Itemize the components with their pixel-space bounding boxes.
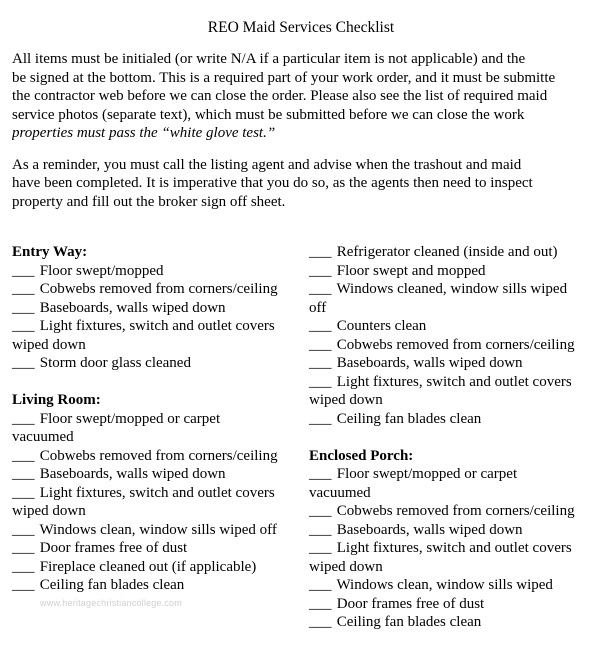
checklist-item-text: Light fixtures, switch and outlet covers <box>39 318 275 334</box>
checklist-item-text: Light fixtures, switch and outlet covers <box>39 484 275 501</box>
intro-line: be signed at the bottom. This is a required part of your work order, and it must be submitte <box>12 69 556 86</box>
initial-blank[interactable]: ___ <box>12 577 35 593</box>
checklist-item-continuation: wiped down <box>309 558 383 575</box>
checklist-item-text: Cobwebs removed from corners/ceiling <box>336 336 575 353</box>
checklist-item <box>12 354 306 373</box>
checklist-item-text: Baseboards, walls wiped down <box>336 355 523 371</box>
checklist-item-text: Windows clean, window sills wiped off <box>39 521 277 538</box>
initial-blank[interactable]: ___ <box>309 466 332 482</box>
checklist-item-text: Door frames free of dust <box>39 540 188 556</box>
initial-blank[interactable]: ___ <box>12 558 35 575</box>
checklist-item-text: Ceiling fan blades clean <box>336 614 482 630</box>
checklist-item <box>12 262 306 281</box>
initial-blank[interactable]: ___ <box>309 373 332 390</box>
checklist-item <box>12 558 306 577</box>
checklist-item <box>309 465 599 502</box>
initial-blank[interactable]: ___ <box>12 540 35 556</box>
checklist-item-text: Refrigerator cleaned (inside and out) <box>336 244 558 260</box>
initial-blank[interactable]: ___ <box>12 281 35 297</box>
reminder-paragraph <box>12 156 590 212</box>
checklist-item-text: Storm door glass cleaned <box>39 355 191 371</box>
checklist-item-continuation: off <box>309 299 327 316</box>
reminder-line: As a reminder, you must call the listing agent and advise when the trashout and maid <box>12 156 522 173</box>
checklist-item-text: Floor swept/mopped <box>39 262 164 279</box>
checklist-item <box>12 539 306 558</box>
intro-line: All items must be initialed (or write N/A if a particular item is not applicable) and the <box>12 51 526 67</box>
checklist-item <box>12 410 306 447</box>
intro-paragraph <box>12 50 590 143</box>
checklist-item-text: Floor swept/mopped or carpet <box>39 410 221 427</box>
checklist-item-text: Windows cleaned, window sills wiped <box>336 281 568 297</box>
initial-blank[interactable]: ___ <box>12 521 35 538</box>
checklist-item <box>309 317 599 336</box>
section-spacer <box>12 373 306 392</box>
initial-blank[interactable]: ___ <box>309 355 332 371</box>
checklist-item <box>309 521 599 540</box>
initial-blank[interactable]: ___ <box>12 410 35 427</box>
checklist-item-text: Light fixtures, switch and outlet covers <box>336 540 572 556</box>
initial-blank[interactable]: ___ <box>12 484 35 501</box>
checklist-item-continuation: vacuumed <box>12 429 74 445</box>
initial-blank[interactable]: ___ <box>309 503 332 519</box>
checklist-item <box>309 243 599 262</box>
checklist-item-text: Ceiling fan blades clean <box>39 577 185 593</box>
checklist-item <box>12 576 306 595</box>
checklist-item <box>12 521 306 540</box>
checklist-item-text: Ceiling fan blades clean <box>336 410 482 427</box>
checklist-item <box>12 299 306 318</box>
checklist-item-text: Light fixtures, switch and outlet covers <box>336 373 572 390</box>
section-heading: Enclosed Porch: <box>309 447 414 464</box>
left-checklist-column <box>12 243 306 595</box>
initial-blank[interactable]: ___ <box>12 318 35 334</box>
initial-blank[interactable]: ___ <box>309 281 332 297</box>
checklist-item <box>309 373 599 410</box>
checklist-item <box>309 280 599 317</box>
checklist-item-text: Cobwebs removed from corners/ceiling <box>39 447 278 464</box>
checklist-item-text: Counters clean <box>336 318 427 334</box>
checklist-item-text: Baseboards, walls wiped down <box>39 466 226 482</box>
intro-line: service photos (separate text), which must be submitted before we can close the work <box>12 106 525 123</box>
initial-blank[interactable]: ___ <box>309 614 332 630</box>
initial-blank[interactable]: ___ <box>12 466 35 482</box>
checklist-item <box>309 502 599 521</box>
checklist-item-text: Floor swept and mopped <box>336 262 486 279</box>
checklist-item <box>12 447 306 466</box>
initial-blank[interactable]: ___ <box>12 299 35 316</box>
checklist-item <box>309 613 599 632</box>
initial-blank[interactable]: ___ <box>309 318 332 334</box>
checklist-item-continuation: wiped down <box>12 503 86 519</box>
checklist-item-text: Baseboards, walls wiped down <box>39 299 226 316</box>
checklist-item-continuation: wiped down <box>12 336 86 353</box>
checklist-item <box>309 262 599 281</box>
checklist-item-text: Cobwebs removed from corners/ceiling <box>336 503 575 519</box>
watermark-text: www.heritagechristiancollege.com <box>40 598 182 608</box>
checklist-item-text: Baseboards, walls wiped down <box>336 521 523 538</box>
reminder-line: property and fill out the broker sign off sheet. <box>12 193 286 210</box>
checklist-item <box>12 280 306 299</box>
section-heading: Living Room: <box>12 392 101 408</box>
white-glove-line: properties must pass the “white glove test.” <box>12 125 276 141</box>
initial-blank[interactable]: ___ <box>309 577 332 593</box>
checklist-item <box>309 539 599 576</box>
initial-blank[interactable]: ___ <box>309 336 332 353</box>
checklist-item-text: Door frames free of dust <box>336 595 485 612</box>
reminder-line: have been completed. It is imperative that you do so, as the agents then need to inspect <box>12 175 533 191</box>
initial-blank[interactable]: ___ <box>309 410 332 427</box>
initial-blank[interactable]: ___ <box>309 244 332 260</box>
checklist-item <box>12 484 306 521</box>
checklist-item-text: Cobwebs removed from corners/ceiling <box>39 281 278 297</box>
checklist-item-text: Windows clean, window sills wiped <box>336 577 553 593</box>
checklist-item <box>309 595 599 614</box>
checklist-item-continuation: vacuumed <box>309 484 371 501</box>
initial-blank[interactable]: ___ <box>309 540 332 556</box>
right-checklist-column <box>309 243 599 632</box>
initial-blank[interactable]: ___ <box>309 262 332 279</box>
initial-blank[interactable]: ___ <box>309 521 332 538</box>
checklist-item-text: Fireplace cleaned out (if applicable) <box>39 558 257 575</box>
initial-blank[interactable]: ___ <box>12 262 35 279</box>
document-title: REO Maid Services Checklist <box>207 19 395 36</box>
checklist-item <box>309 576 599 595</box>
initial-blank[interactable]: ___ <box>12 355 35 371</box>
section-heading: Entry Way: <box>12 244 88 260</box>
checklist-item-text: Floor swept/mopped or carpet <box>336 466 518 482</box>
checklist-item <box>12 317 306 354</box>
checklist-item-continuation: wiped down <box>309 392 383 408</box>
intro-line: the contractor web before we can close the order. Please also see the list of required maid <box>12 88 548 104</box>
checklist-item <box>309 336 599 355</box>
initial-blank[interactable]: ___ <box>12 447 35 464</box>
checklist-item <box>12 465 306 484</box>
checklist-item <box>309 410 599 429</box>
initial-blank[interactable]: ___ <box>309 595 332 612</box>
section-spacer <box>309 428 599 447</box>
checklist-item <box>309 354 599 373</box>
